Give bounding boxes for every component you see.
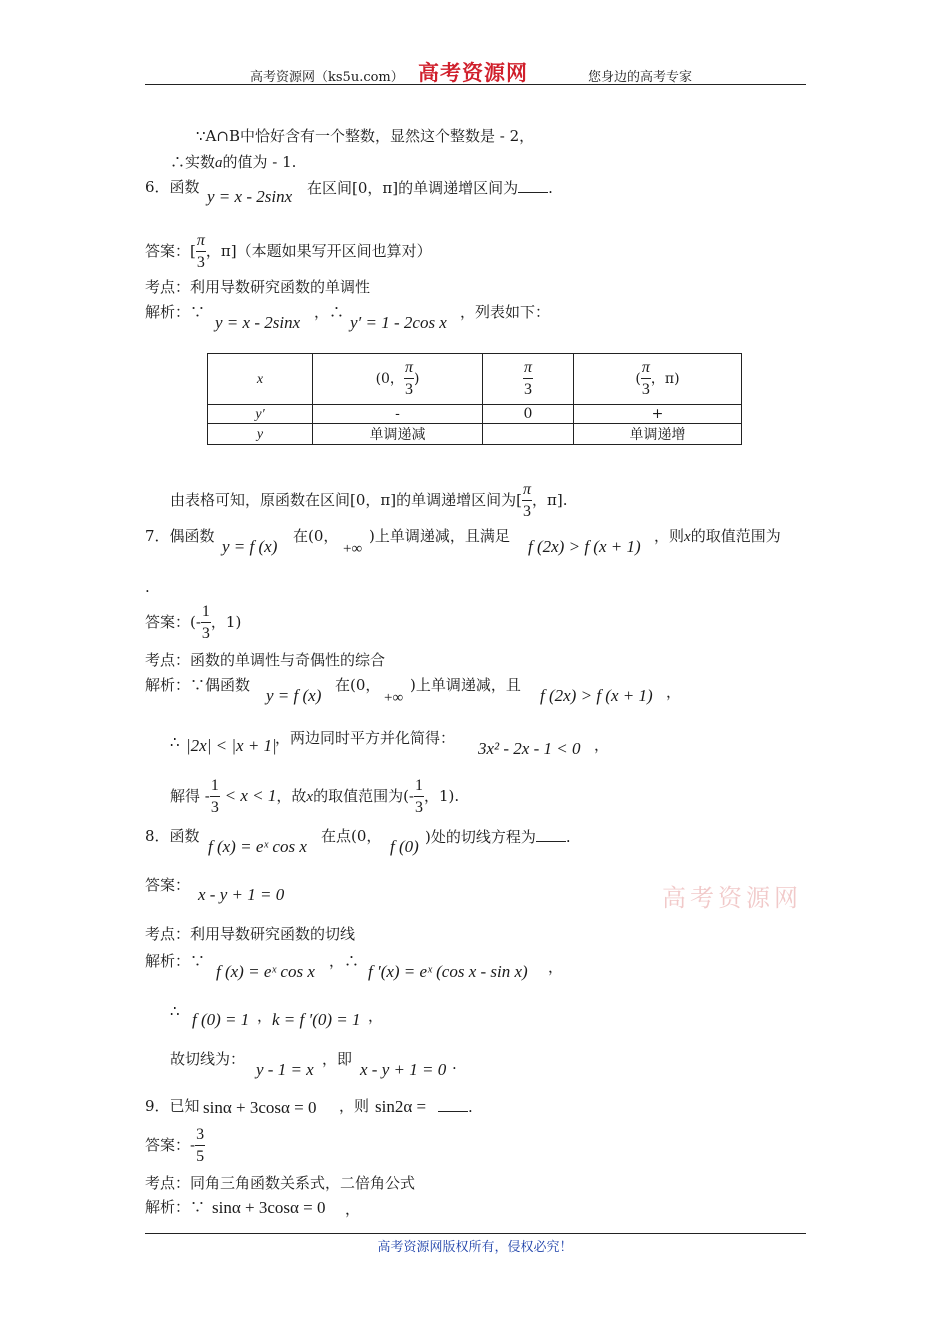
math-expression: < x < 1 — [224, 786, 277, 805]
denominator: 3 — [522, 503, 531, 520]
math-expression: f (2x) > f (x + 1) — [540, 686, 653, 705]
text — [438, 1097, 473, 1116]
fraction — [522, 482, 532, 520]
math-expression: |2x| < |x + 1| — [186, 736, 277, 755]
text: ， — [548, 958, 564, 976]
text: ，则 — [339, 1097, 370, 1115]
answer-6 — [145, 229, 432, 273]
math-expression: f ′(x) = eˣ (cos x - sin x) — [368, 962, 528, 981]
math-var: x — [306, 789, 314, 805]
text: . — [145, 578, 150, 596]
cell-text: y′ — [255, 406, 265, 422]
answer-9 — [145, 1123, 205, 1167]
text: 解得 - — [170, 787, 210, 805]
math-expression: y = x - 2sinx — [207, 187, 293, 206]
numerator: 1 — [201, 604, 211, 623]
fraction — [641, 360, 651, 398]
cell-text: ) — [413, 371, 420, 387]
denominator: 3 — [523, 381, 532, 398]
text: . — [452, 1055, 457, 1073]
text: ， — [666, 683, 682, 701]
math-var: x — [684, 529, 691, 545]
math-expression: y = f (x) — [222, 537, 278, 556]
denominator: 5 — [196, 1148, 205, 1165]
table-cell: 单调递增 — [574, 424, 742, 445]
question-6 — [145, 178, 200, 196]
math-expression: f (2x) > f (x + 1) — [528, 537, 641, 556]
text: ，两边同时平方并化简得： — [275, 729, 456, 747]
math-expression: sinα + 3cosα = 0 — [203, 1098, 317, 1117]
text: ， — [594, 736, 610, 754]
text-line — [170, 153, 296, 172]
math-expression: f (x) = eˣ cos x — [216, 962, 315, 981]
numerator: 1 — [414, 778, 424, 797]
question-9-label: 9．已知 — [145, 1097, 200, 1115]
numerator: π — [522, 482, 532, 501]
footer-copyright: 高考资源网版权所有，侵权必究！ — [377, 1240, 573, 1255]
text: ，即 — [322, 1050, 353, 1068]
text: ，∴ — [314, 303, 345, 321]
text: ， — [345, 1200, 361, 1218]
watermark: 高考资源网 — [662, 884, 802, 912]
text: . — [565, 828, 571, 846]
table-row — [208, 354, 742, 405]
fraction — [201, 604, 211, 642]
numerator: 1 — [210, 778, 220, 797]
answer-7 — [145, 600, 241, 644]
topic-8: 考点：利用导数研究函数的切线 — [145, 925, 356, 943]
text: ，π]（本题如果写开区间也算对） — [205, 242, 432, 260]
table-cell: - — [313, 405, 483, 424]
math-expression: f (0) — [390, 837, 419, 856]
text: )上单调递减，且 — [410, 676, 521, 694]
header-logo: 高考资源网 — [418, 60, 528, 85]
cell-text: y — [256, 426, 264, 442]
numerator: π — [523, 360, 533, 379]
numerator: 3 — [195, 1127, 205, 1146]
conclusion-6 — [170, 478, 567, 522]
math-expression: sinα + 3cosα = 0 — [212, 1198, 326, 1217]
question-8-label: 8．函数 — [145, 827, 200, 845]
question-6-text — [307, 178, 553, 197]
fraction — [404, 360, 414, 398]
question-label: 6．函数 — [145, 178, 200, 196]
answer-blank — [518, 178, 548, 193]
text: 在(0， — [293, 527, 339, 545]
analysis-7-label: 解析：∵偶函数 — [145, 676, 251, 694]
topic-7: 考点：函数的单调性与奇偶性的综合 — [145, 651, 386, 669]
text: 的值为 - 1. — [222, 153, 297, 171]
text — [654, 527, 781, 546]
table-cell — [208, 424, 313, 445]
text: 在区间[0，π]的单调递增区间为 — [307, 179, 519, 197]
analysis-8-label: 解析：∵ — [145, 952, 206, 970]
infinity: +∞ — [384, 690, 404, 706]
text: 故切线为： — [170, 1050, 246, 1068]
analysis-label: 解析：∵ — [145, 303, 206, 321]
numerator: π — [404, 360, 414, 379]
text: ，π]. — [531, 491, 568, 509]
math-expression: 3x² - 2x - 1 < 0 — [478, 739, 581, 758]
math-expression: y = f (x) — [266, 686, 322, 705]
text: ，1) — [210, 613, 242, 631]
text: 在(0， — [335, 676, 381, 694]
denominator: 3 — [641, 381, 650, 398]
math-expression: x - y + 1 = 0 — [360, 1060, 447, 1079]
math-expression: f (0) = 1 — [192, 1010, 250, 1029]
cell-text: x — [256, 371, 264, 387]
denominator: 3 — [210, 799, 219, 816]
table-cell — [208, 354, 313, 405]
table-row — [208, 405, 742, 424]
text: ，1). — [423, 787, 460, 805]
text: )上单调递减，且满足 — [369, 527, 510, 545]
math-expression: y - 1 = x — [256, 1060, 314, 1079]
text: 的取值范围为(- — [313, 787, 414, 805]
fraction — [523, 360, 533, 398]
answer-label: 答案：(- — [145, 613, 201, 631]
cell-text: (0， — [375, 371, 404, 387]
analysis-6 — [145, 303, 205, 321]
topic-6: 考点：利用导数研究函数的单调性 — [145, 278, 371, 296]
cell-text: ，π) — [650, 371, 680, 387]
text: ， — [368, 1007, 384, 1025]
text: . — [548, 179, 553, 197]
answer-blank — [438, 1097, 468, 1112]
header-site-name: 高考资源网（ks5u.com） — [250, 70, 404, 85]
fraction — [196, 233, 206, 271]
table-cell — [483, 424, 574, 445]
math-var: a — [215, 155, 223, 171]
table-cell: 0 — [483, 405, 574, 424]
table-row — [208, 424, 742, 445]
table-cell: 单调递减 — [313, 424, 483, 445]
fraction — [414, 778, 424, 816]
infinity: +∞ — [343, 541, 363, 557]
monotonicity-table — [207, 353, 742, 445]
table-cell — [208, 405, 313, 424]
text: ∴ — [170, 733, 180, 751]
denominator: 3 — [404, 381, 413, 398]
text: 在点(0， — [321, 827, 382, 845]
math-expression: k = f ′(0) = 1 — [272, 1010, 361, 1029]
text: ，列表如下： — [460, 303, 551, 321]
header-rule — [145, 84, 806, 85]
denominator: 3 — [414, 799, 423, 816]
numerator: π — [641, 360, 651, 379]
text-line: ∵A∩B中恰好含有一个整数，显然这个整数是 - 2， — [196, 127, 535, 145]
fraction — [210, 778, 220, 816]
math-expression: y′ = 1 - 2cos x — [350, 313, 447, 332]
header-slogan: 您身边的高考专家 — [588, 70, 693, 85]
table-cell — [574, 354, 742, 405]
analysis-9-label: 解析：∵ — [145, 1198, 206, 1216]
analysis-7-result — [170, 774, 459, 819]
table-cell: + — [574, 405, 742, 424]
math-expression: x - y + 1 = 0 — [198, 885, 285, 904]
math-expression: f (x) = eˣ cos x — [208, 837, 307, 856]
fraction — [195, 1127, 205, 1165]
text: ，则 — [654, 527, 685, 545]
math-expression: sin2α = — [375, 1097, 427, 1116]
denominator: 3 — [201, 625, 210, 642]
text: 由表格可知，原函数在区间[0，π]的单调递增区间为[ — [170, 491, 522, 509]
text: . — [468, 1098, 473, 1116]
table-cell — [313, 354, 483, 405]
answer-label: 答案：- — [145, 1136, 196, 1154]
denominator: 3 — [196, 254, 205, 271]
table-cell — [483, 354, 574, 405]
cell-text: ( — [635, 371, 641, 387]
text: ，故 — [276, 787, 307, 805]
text: ， — [257, 1007, 273, 1025]
question-7-label: 7．偶函数 — [145, 527, 215, 545]
text: ∴ — [170, 1002, 180, 1020]
answer-blank — [536, 827, 566, 842]
numerator: π — [196, 233, 206, 252]
topic-9: 考点：同角三角函数关系式，二倍角公式 — [145, 1174, 416, 1192]
text: ∴实数 — [170, 153, 216, 171]
text: 的取值范围为 — [690, 527, 781, 545]
footer-rule — [145, 1233, 806, 1234]
text: ，∴ — [329, 952, 360, 970]
answer-8-label: 答案： — [145, 876, 191, 894]
text — [425, 827, 571, 846]
math-expression: y = x - 2sinx — [215, 313, 301, 332]
answer-label: 答案：[ — [145, 242, 196, 260]
text: )处的切线方程为 — [425, 828, 536, 846]
